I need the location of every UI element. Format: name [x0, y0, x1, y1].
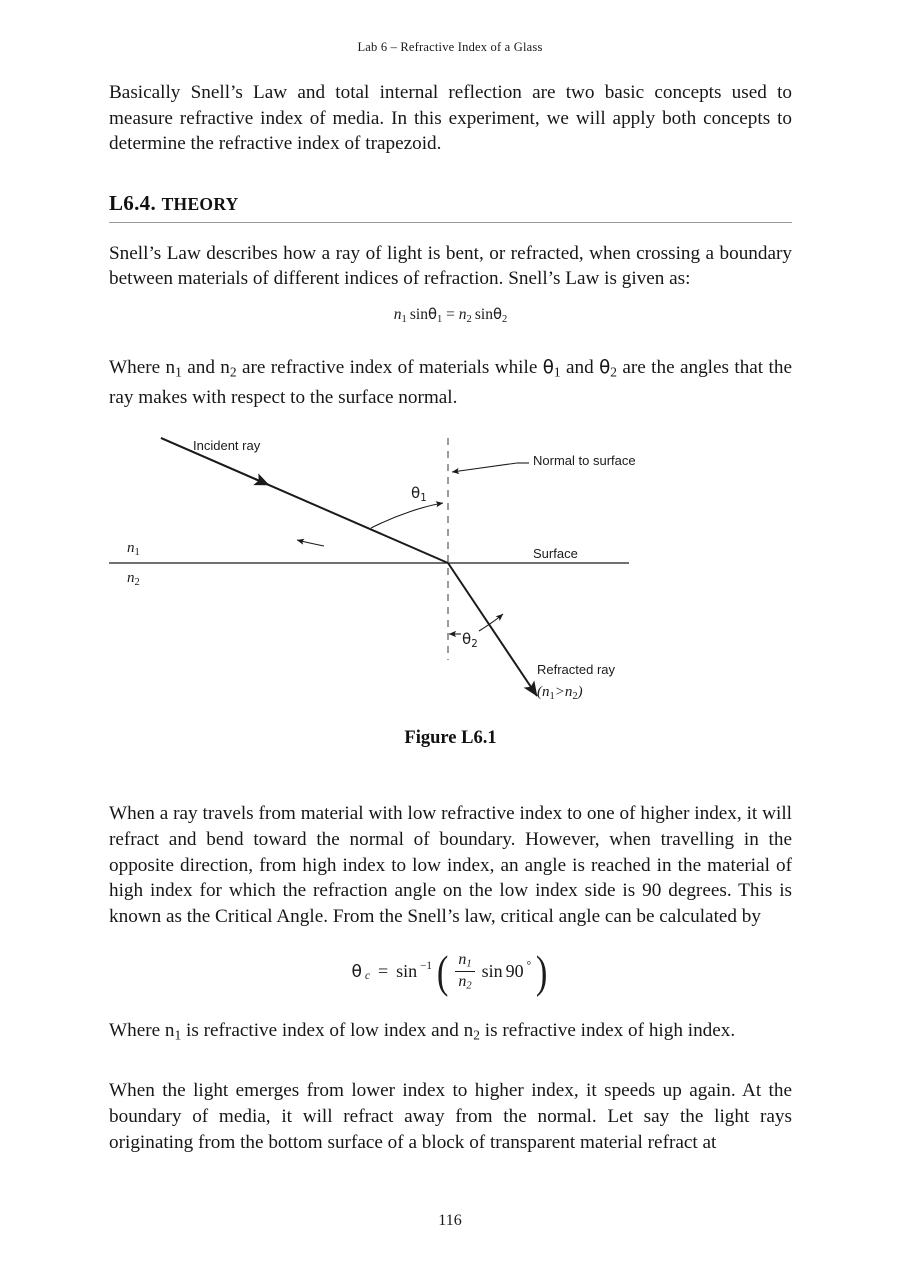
theory-paragraph: Snell’s Law describes how a ray of light is bent, or refracted, when crossing a boundary between materials of different indices of refraction. Snell’s Law is given as:	[109, 242, 792, 290]
equation-critical-angle	[109, 945, 792, 997]
theta1-label: $\theta_1$	[411, 484, 427, 505]
n2-label: $n_2$	[127, 570, 140, 589]
equation-snells-law	[109, 306, 792, 325]
closing-paragraph: When the light emerges from lower index to higher index, it speeds up again. At the boundary of media, it will refract away from the normal. Let say the light rays originating from the bottom surface of a block of transparent material refract at	[109, 1080, 792, 1153]
theta1-arc-left	[297, 540, 324, 546]
critical-theta: θ	[351, 961, 363, 982]
fraction-bar	[455, 971, 474, 972]
n1-label: $n_1$	[127, 540, 140, 559]
fraction-denominator: $n_2$	[458, 973, 472, 993]
snell-right-n: n	[458, 305, 467, 323]
page-number: 116	[438, 1212, 462, 1229]
index-relation-label: $(n_1>n_2)$	[537, 684, 583, 703]
section-heading	[109, 191, 792, 216]
critical-angle-value: 90	[505, 961, 524, 982]
critical-fn: sin	[396, 961, 418, 982]
section-number: L6.4.	[109, 190, 157, 215]
critical-inner-fn: sin	[481, 961, 503, 982]
snell-right-sub: 2	[466, 313, 472, 325]
normal-to-surface-label: Normal to surface	[533, 453, 636, 469]
refraction-diagram-svg	[109, 428, 792, 728]
where-paragraph-2: Where $n_1$ is refractive index of low index and $n_2$ is refractive index of high index.	[109, 1020, 736, 1043]
snell-left-fn: sin	[409, 305, 428, 323]
running-head: Lab 6 – Refractive Index of a Glass	[357, 40, 543, 54]
snell-right-theta-sub: 2	[501, 313, 508, 325]
critical-equals: =	[377, 961, 389, 982]
figure-refraction-diagram	[109, 428, 792, 728]
critical-theta-sub: c	[365, 969, 370, 982]
close-paren: )	[536, 945, 548, 997]
snell-left-sub: 1	[401, 313, 407, 325]
surface-label: Surface	[533, 546, 578, 562]
snell-right-theta: θ	[492, 305, 502, 323]
where-paragraph-1: Where $n_1$ and $n_2$ are refractive index of materials while $\theta_1$ and $\theta_2$ are the angles that the ray makes with respect to the surface normal.	[109, 356, 792, 408]
refracted-ray-label: Refracted ray	[537, 662, 616, 678]
incident-ray-label: Incident ray	[193, 438, 261, 454]
snell-equals: =	[446, 305, 455, 323]
critical-exponent: −1	[420, 959, 433, 972]
page-content	[109, 80, 792, 1155]
fraction-numerator: $n_1$	[458, 951, 472, 971]
theta1-arc-right	[371, 503, 443, 528]
normal-label-leader	[452, 463, 517, 472]
snell-right-fn: sin	[474, 305, 493, 323]
snell-left-n: n	[393, 305, 402, 323]
open-paren: (	[436, 945, 449, 997]
critical-angle-paragraph: When a ray travels from material with low refractive index to one of higher index, it will refract and bend toward the normal of boundary. However, when travelling in the opposite direction, from high index to low index, an angle is reached in the material of high index for which the refraction angle on the low index side is 90 degrees. This is known as the Critical Angle. From the Snell’s law, critical angle can be calculated by	[109, 803, 792, 927]
figure-caption: Figure L6.1	[404, 728, 497, 749]
theta2-label: $\theta_2$	[462, 630, 478, 651]
degree-symbol: °	[526, 959, 532, 972]
section-title: THEORY	[161, 193, 239, 214]
snell-left-theta: θ	[427, 305, 437, 323]
snell-left-theta-sub: 1	[436, 313, 443, 325]
intro-paragraph: Basically Snell’s Law and total internal reflection are two basic concepts used to measure refractive index of media. In this experiment, we will apply both concepts to determine the refractive index of trapezoid.	[109, 82, 792, 155]
index-fraction	[455, 951, 474, 992]
